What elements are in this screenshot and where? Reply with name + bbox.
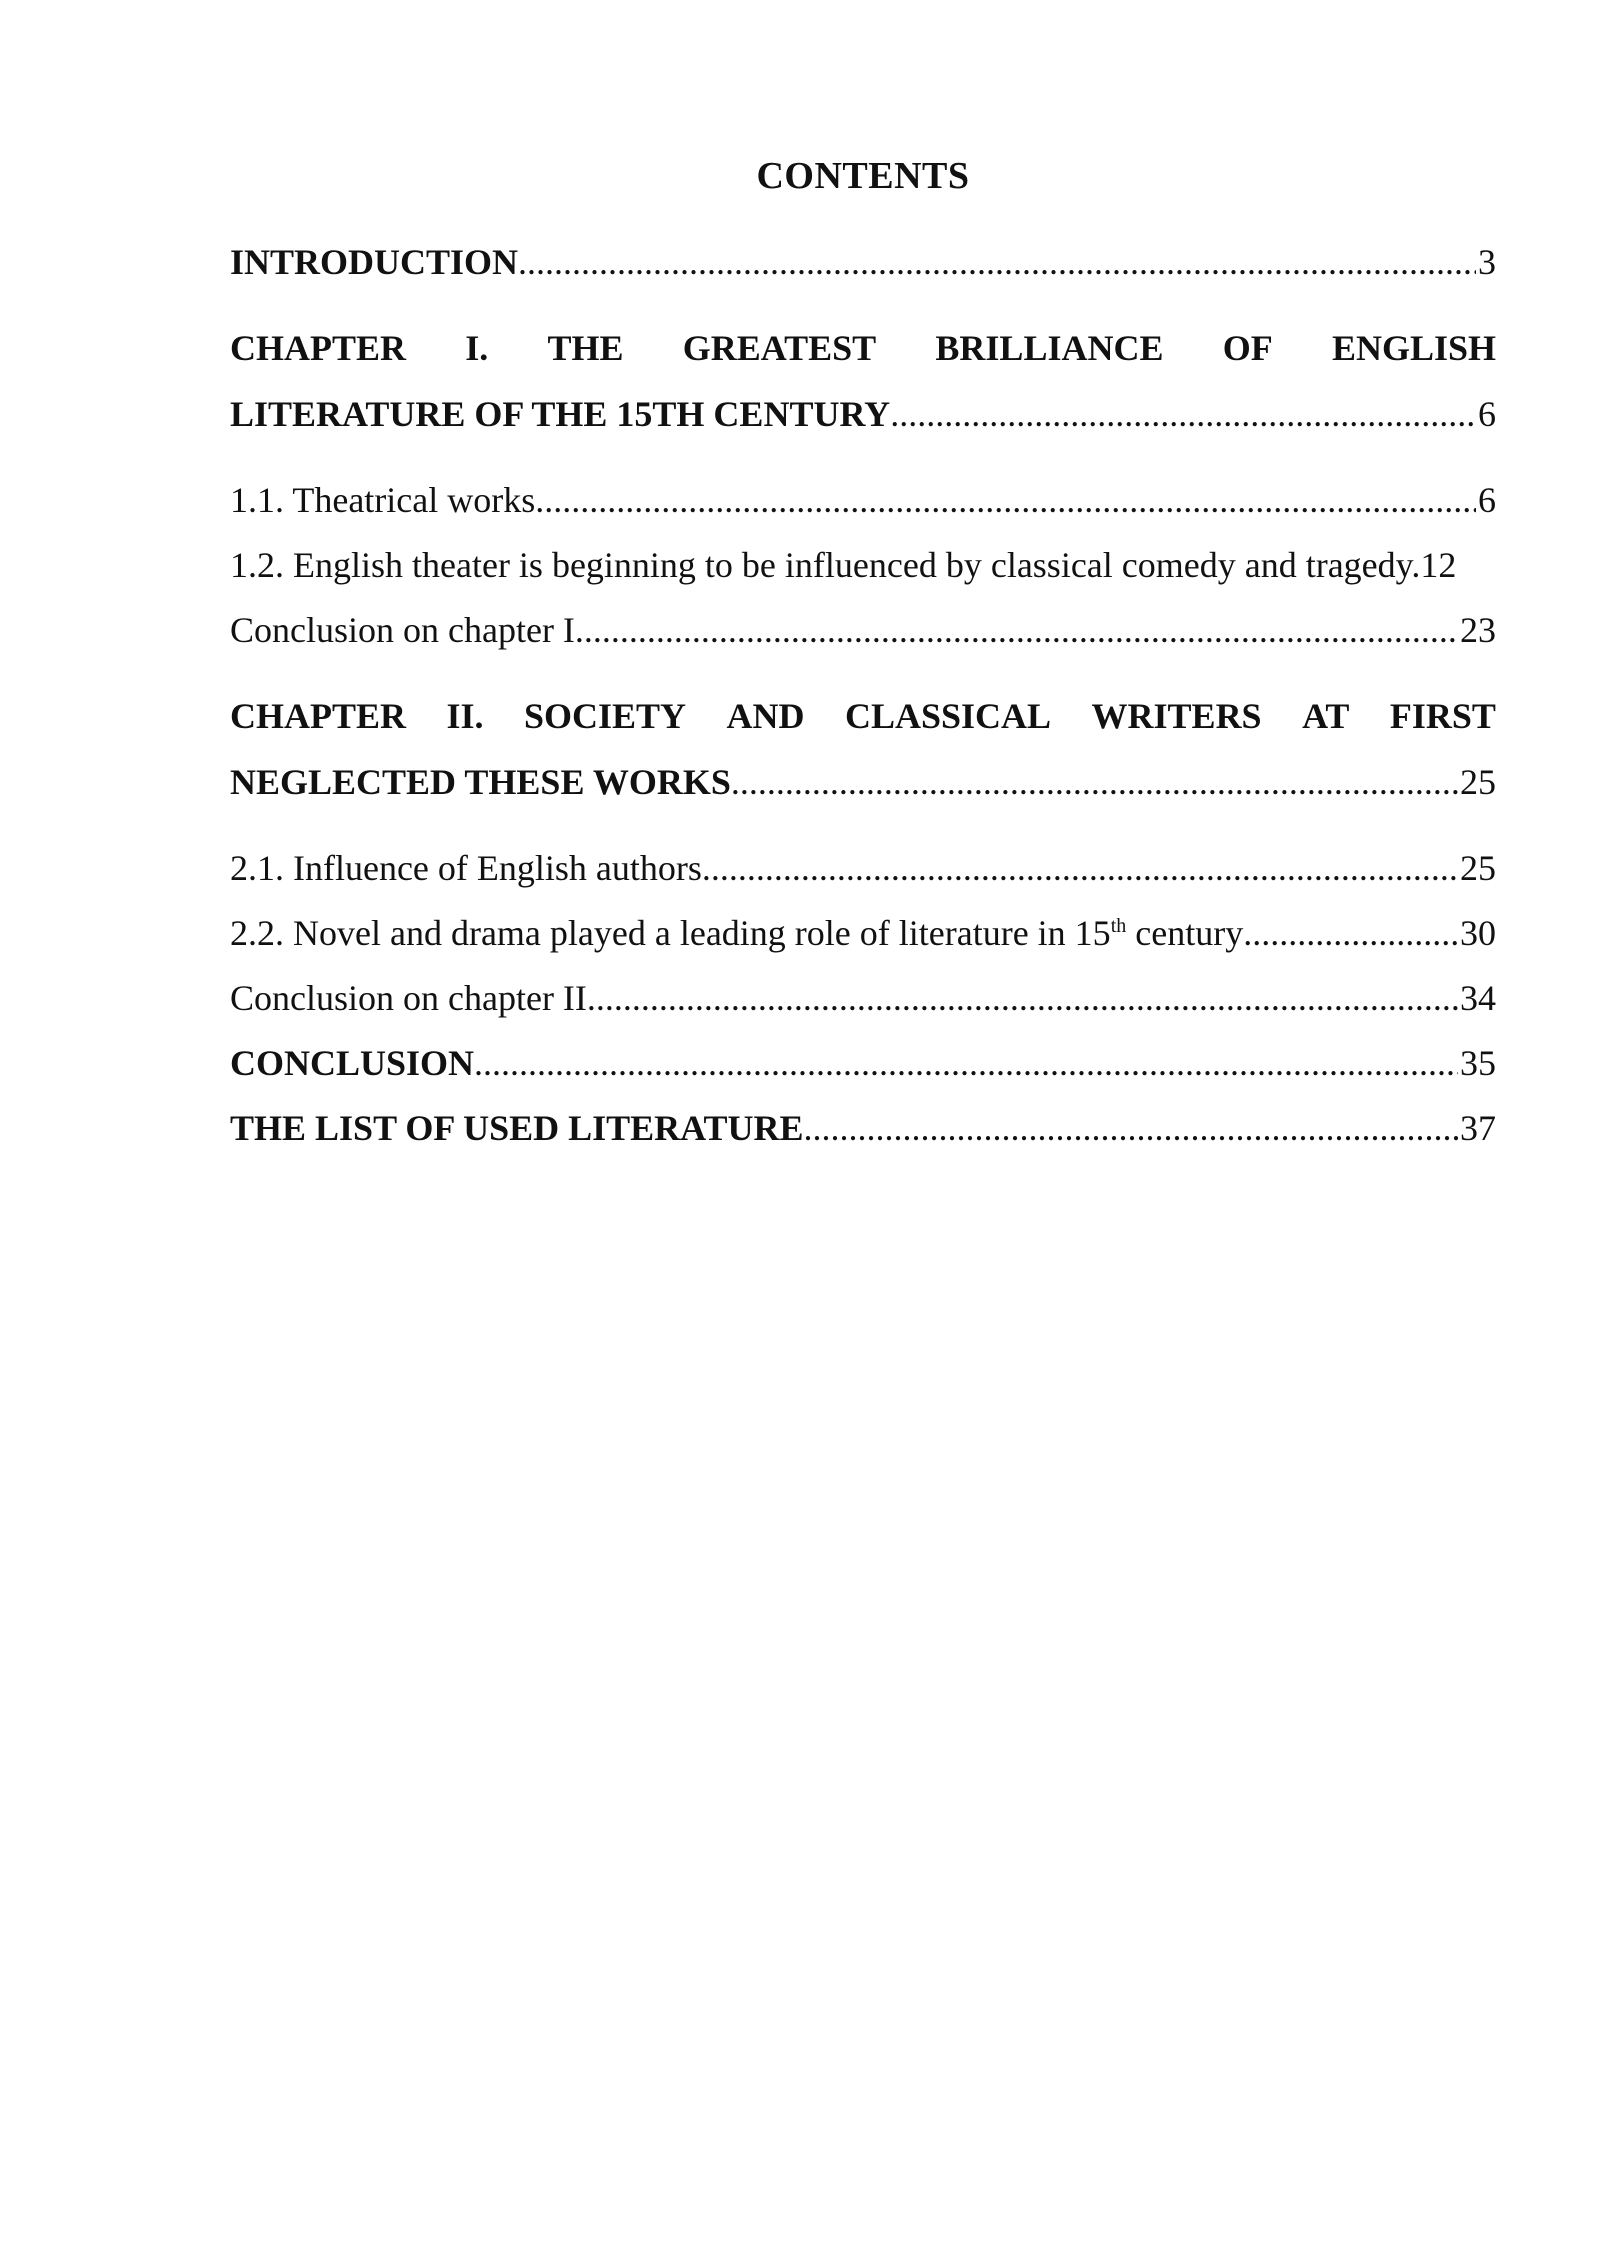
toc-word: CLASSICAL xyxy=(844,696,1052,736)
toc-entry-section-1-1 xyxy=(230,474,1496,526)
toc-entry-label: NEGLECTED THESE WORKS xyxy=(230,762,731,802)
toc-word: CHAPTER xyxy=(230,696,407,736)
toc-entry-label: 2.1. Influence of English authors xyxy=(230,848,702,888)
toc-word: AT xyxy=(1302,696,1350,736)
toc-page-number: 25 xyxy=(1460,762,1496,802)
toc-leader-dots xyxy=(518,236,1476,288)
toc-leader-dots xyxy=(1243,907,1458,959)
toc-page-number: 35 xyxy=(1460,1043,1496,1083)
toc-leader-dots xyxy=(575,604,1458,656)
toc-entry-label xyxy=(230,907,1243,959)
toc-word: WRITERS xyxy=(1091,696,1262,736)
toc-page-number: 30 xyxy=(1460,913,1496,953)
toc-entry-section-2-2 xyxy=(230,907,1496,959)
toc-entry-label: 1.1. Theatrical works xyxy=(230,480,536,520)
toc-chapter-1-line-1 xyxy=(230,322,1496,374)
toc-word: FIRST xyxy=(1389,696,1496,736)
toc-leader-dots xyxy=(535,474,1476,526)
toc-entry-chapter-2 xyxy=(230,690,1496,742)
toc-entry-section-2-1 xyxy=(230,842,1496,894)
toc-entry-conclusion xyxy=(230,1037,1496,1089)
page-title: CONTENTS xyxy=(756,155,970,197)
toc-entry-label: THE LIST OF USED LITERATURE xyxy=(230,1108,804,1148)
toc-entry-label: Conclusion on chapter I xyxy=(230,610,575,650)
toc-superscript: th xyxy=(1110,915,1127,937)
toc-word: II. xyxy=(446,696,484,736)
toc-entry-label: INTRODUCTION xyxy=(230,242,519,282)
toc-entry-label: Conclusion on chapter II xyxy=(230,978,587,1018)
toc-entry-chapter-2-cont xyxy=(230,756,1496,808)
toc-word: OF xyxy=(1222,328,1273,368)
toc-entry-label-part: century xyxy=(1126,913,1244,953)
toc-page-number: 6 xyxy=(1478,480,1496,520)
toc-entry-label: 1.2. English theater is beginning to be influenced by classical comedy and tragedy. xyxy=(230,545,1421,585)
toc-leader-dots xyxy=(587,972,1458,1024)
toc-page-number: 25 xyxy=(1460,848,1496,888)
toc-entry-conclusion-chapter-2 xyxy=(230,972,1496,1024)
toc-leader-dots xyxy=(731,756,1458,808)
toc-word: THE xyxy=(547,328,624,368)
toc-entry-introduction xyxy=(230,236,1496,288)
toc-leader-dots xyxy=(474,1037,1458,1089)
toc-leader-dots xyxy=(804,1102,1458,1154)
toc-page-number: 12 xyxy=(1420,545,1457,585)
toc-page-number: 3 xyxy=(1478,242,1496,282)
toc-word: GREATEST xyxy=(682,328,877,368)
toc-page-number: 6 xyxy=(1478,394,1496,434)
toc-entry-chapter-1 xyxy=(230,322,1496,374)
toc-entry-label-part: 2.2. Novel and drama played a leading role of literature in 15 xyxy=(230,913,1111,953)
toc-word: BRILLIANCE xyxy=(935,328,1164,368)
toc-word: I. xyxy=(465,328,489,368)
toc-entry-label: LITERATURE OF THE 15TH CENTURY xyxy=(230,394,891,434)
toc-page-number: 37 xyxy=(1460,1108,1496,1148)
toc-word: SOCIETY xyxy=(523,696,687,736)
toc-page-number: 23 xyxy=(1460,610,1496,650)
toc-entry-chapter-1-cont xyxy=(230,388,1496,440)
toc-leader-dots xyxy=(702,842,1458,894)
toc-entry-label: CONCLUSION xyxy=(230,1043,475,1083)
toc-chapter-2-line-1 xyxy=(230,690,1496,742)
toc-word: CHAPTER xyxy=(230,328,407,368)
toc-page-number: 34 xyxy=(1460,978,1496,1018)
toc-entry-used-literature xyxy=(230,1102,1496,1154)
toc-leader-dots xyxy=(890,388,1476,440)
toc-entry-section-1-2 xyxy=(230,539,1456,591)
toc-word: AND xyxy=(726,696,805,736)
toc-word: ENGLISH xyxy=(1331,328,1496,368)
toc-entry-conclusion-chapter-1 xyxy=(230,604,1496,656)
